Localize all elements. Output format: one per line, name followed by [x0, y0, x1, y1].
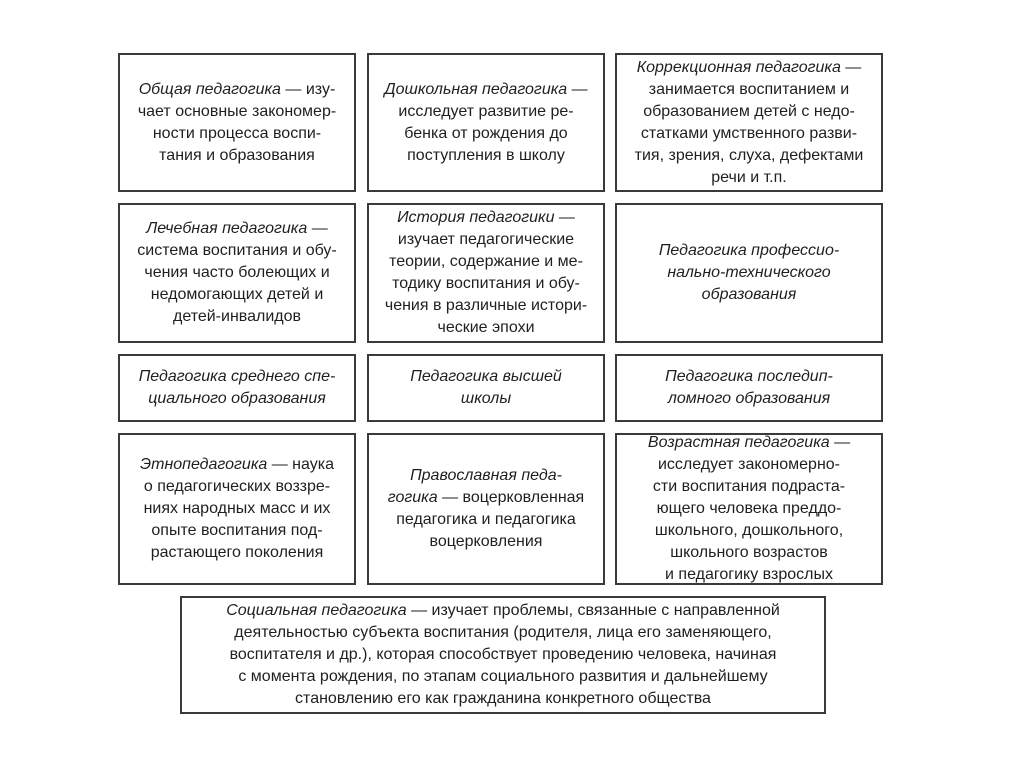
term-label: Этнопедагогика — [140, 456, 268, 473]
box-text — [388, 465, 584, 553]
term-label: Социальная педагогика — [226, 602, 407, 619]
term-label: Дошкольная педагогика — [384, 80, 568, 98]
box-secondary-special-pedagogy — [118, 354, 356, 422]
term-description: — изучает педагогические теории, содержание и ме- тодику воспитания и обу- чения в различные истори- ческие эпохи — [384, 209, 588, 336]
box-general-pedagogy — [118, 53, 356, 192]
term-description: — изучает проблемы, связанные с направленной деятельностью субъекта воспитания (родителя, лица его заменяющего, воспитателя и др.), которая способствует проведению человека, начиная с момента рождения, по этапам социального развития и дальнейшему становлению его как гражданина конкретного общества — [229, 602, 780, 707]
term-description: — исследует развитие ре- бенка от рождения до поступления в школу — [398, 80, 588, 164]
box-higher-school-pedagogy — [367, 354, 605, 422]
term-label: Педагогика профессио- нально-технического образования — [658, 242, 840, 303]
box-text — [635, 57, 864, 189]
box-text — [385, 207, 587, 339]
box-ethnopedagogy — [118, 433, 356, 585]
term-label: Педагогика последип- ломного образования — [665, 368, 833, 407]
term-description: — наука о педагогических воззре- ниях народных масс и их опыте воспитания под- растающего поколения — [143, 456, 334, 561]
box-history-of-pedagogy — [367, 203, 605, 343]
box-text — [138, 79, 336, 167]
box-vocational-pedagogy — [615, 203, 883, 343]
term-description: — система воспитания и обу- чения часто болеющих и недомогающих детей и детей-инвалидов — [137, 220, 337, 325]
box-postgraduate-pedagogy — [615, 354, 883, 422]
box-text — [410, 366, 562, 410]
box-text — [648, 432, 850, 586]
box-text — [140, 454, 334, 564]
term-label: Педагогика среднего спе- циального образования — [138, 368, 336, 407]
term-label: История педагогики — [397, 209, 555, 226]
term-label: Лечебная педагогика — [146, 220, 308, 237]
box-text — [384, 79, 587, 167]
term-description: — воцерковленная педагогика и педагогика воцерковления — [396, 489, 585, 550]
box-correctional-pedagogy — [615, 53, 883, 192]
box-age-pedagogy — [615, 433, 883, 585]
box-text — [226, 600, 780, 710]
term-label: Возрастная педагогика — [647, 434, 830, 451]
box-text — [665, 366, 833, 410]
box-medical-pedagogy — [118, 203, 356, 343]
term-label: Общая педагогика — [138, 80, 281, 98]
box-text — [659, 240, 839, 306]
term-description: — исследует закономерно- сти воспитания подраста- ющего человека преддо- школьного, дошкольного, школьного возрастов и педагогику взрослых — [652, 434, 851, 583]
term-label: Православная педа- гогика — [387, 467, 562, 506]
term-description: — занимается воспитанием и образованием детей с недо- статками умственного разви- тия, зрения, слуха, дефектами речи и т.п. — [634, 58, 864, 186]
term-description: — изу- чает основные закономер- ности процесса воспи- тания и образования — [137, 80, 337, 164]
term-label: Коррекционная педагогика — [636, 58, 841, 76]
box-text — [139, 366, 336, 410]
box-text — [137, 218, 337, 328]
box-orthodox-pedagogy — [367, 433, 605, 585]
box-preschool-pedagogy — [367, 53, 605, 192]
term-label: Педагогика высшей школы — [410, 368, 562, 407]
box-social-pedagogy — [180, 596, 826, 714]
